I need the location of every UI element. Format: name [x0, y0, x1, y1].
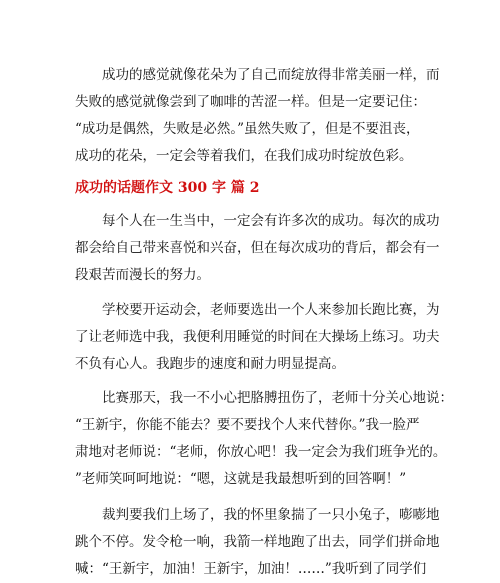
- text-line: 肃地对老师说：“老师，你放心吧！我一定会为我们班争光的。: [75, 444, 447, 460]
- text-line: 跳个不停。发令枪一响，我箭一样地跑了出去，同学们拼命地: [75, 534, 440, 550]
- text-line: 成功的感觉就像花朵为了自己而绽放得非常美丽一样，而: [102, 67, 440, 83]
- text-line: ”老师笑呵呵地说：“嗯，这就是我最想听到的回答啊！”: [75, 471, 407, 487]
- text-line: 成功的花朵，一定会等着我们，在我们成功时绽放色彩。: [75, 148, 413, 164]
- text-line: 了让老师选中我，我便利用睡觉的时间在大操场上练习。功夫: [75, 329, 440, 345]
- text-line: 失败的感觉就像尝到了咖啡的苦涩一样。但是一定要记住：: [75, 94, 426, 110]
- text-line: 段艰苦而漫长的努力。: [75, 267, 210, 283]
- text-line: 每个人在一生当中，一定会有许多次的成功。每次的成功: [102, 213, 440, 229]
- text-line: 不负有心人。我跑步的速度和耐力明显提高。: [75, 356, 345, 372]
- text-line: “成功是偶然，失败是必然。”虽然失败了，但是不要沮丧，: [75, 121, 420, 137]
- text-line: 裁判要我们上场了，我的怀里象揣了一只小兔子，嘭嘭地: [102, 507, 440, 523]
- text-line: “王新宇，你能不能去？要不要找个人来代替你。”我一脸严: [75, 417, 420, 433]
- paragraph-sports-meet: [75, 297, 440, 378]
- paragraph-many-successes: [75, 208, 440, 289]
- section-heading: 成功的话题作文 300 字 篇 2: [75, 180, 260, 196]
- paragraph-success-feeling: [75, 62, 440, 170]
- text-line: 学校要开运动会，老师要选出一个人来参加长跑比赛，为: [102, 302, 440, 318]
- text-line: 比赛那天，我一不小心把胳膊扭伤了，老师十分关心地说：: [102, 390, 453, 406]
- paragraph-race-start: [75, 502, 440, 583]
- paragraph-race-day: [75, 385, 453, 493]
- text-line: 都会给自己带来喜悦和兴奋，但在每次成功的背后，都会有一: [75, 240, 440, 256]
- text-line: 喊：“王新宇，加油！王新宇，加油！……”我听到了同学们: [75, 561, 427, 577]
